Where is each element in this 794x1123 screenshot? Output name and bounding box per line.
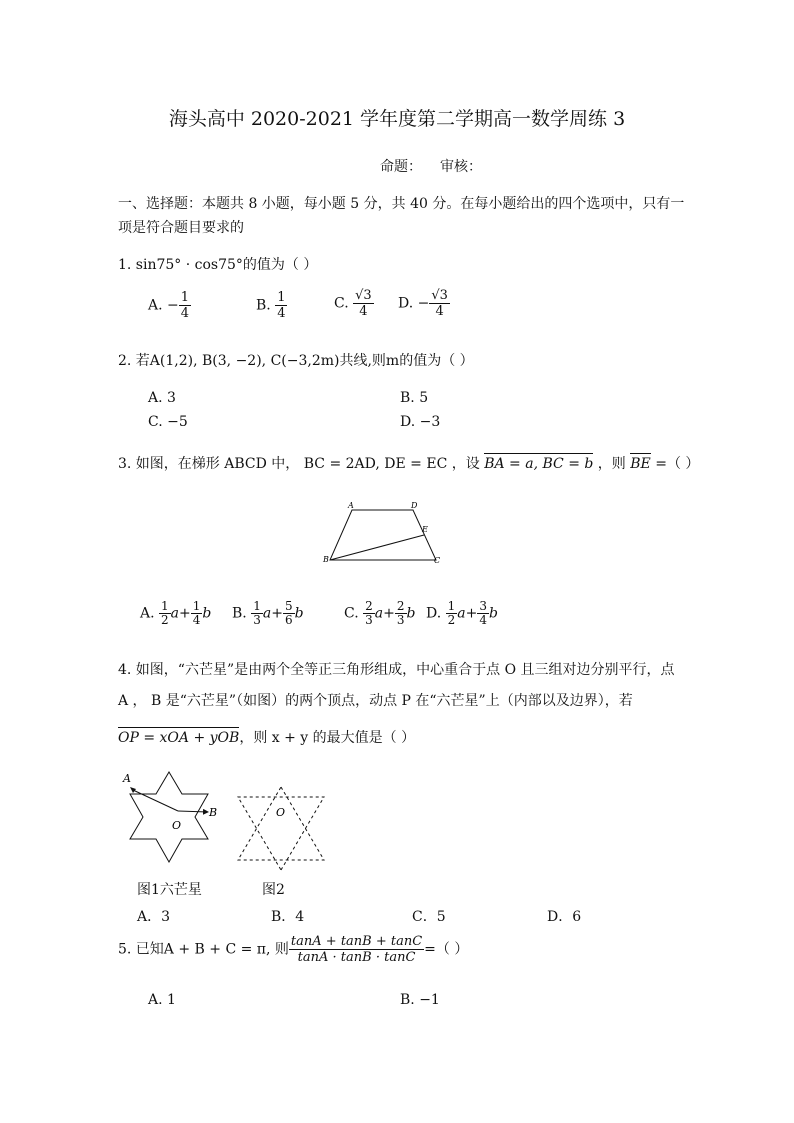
hexagram-outline xyxy=(130,772,208,862)
author-label: 命题： xyxy=(380,159,422,175)
label-c: C xyxy=(434,556,441,565)
q1-option-d: D. − $\frac{√3}{4}$ xyxy=(398,288,448,319)
q3-option-b: B. $\frac{1}{3}$ a+ $\frac{5}{6}$ b xyxy=(232,599,304,627)
label-a: A xyxy=(348,501,354,510)
reviewer-label: 审核： xyxy=(440,159,482,175)
label-o: O xyxy=(172,819,182,832)
trapezoid-outline xyxy=(330,510,436,560)
hexagram-figure-2 xyxy=(232,784,330,874)
vector-oa xyxy=(133,790,178,811)
section-heading-line1: 一、选择题：本题共 8 小题，每小题 5 分，共 40 分。在每小题给出的四个选项中，只有一 xyxy=(118,196,685,212)
q4-option-b: B．4 xyxy=(271,909,305,925)
q3-stem: 3. 如图，在梯形 ABCD 中， BC = 2AD, DE = EC ，设 BA = a, BC = b ，则 BE =（ ） xyxy=(118,456,700,472)
triangle-up xyxy=(238,787,324,860)
q4-line1: 4. 如图，“六芒星”是由两个全等正三角形组成，中心重合于点 O 且三组对边分别平行，点 xyxy=(118,662,675,678)
q3-option-a: A. $\frac{1}{2}$ a+ $\frac{1}{4}$ b xyxy=(140,599,212,627)
q4-option-c: C．5 xyxy=(412,909,446,925)
q1-option-c: C. $\frac{√3}{4}$ xyxy=(334,288,372,319)
q2-stem: 2. 若A(1,2), B(3, −2), C(−3,2m)共线,则m的值为（ ） xyxy=(118,353,474,369)
q4-fig1-caption: 图1六芒星 xyxy=(137,882,202,898)
q5-option-b: B. −1 xyxy=(400,992,440,1008)
label-o: O xyxy=(276,806,286,819)
q4-option-a: A．3 xyxy=(137,909,171,925)
page-title: 海头高中 2020-2021 学年度第二学期高一数学周练 3 xyxy=(168,108,626,130)
q2-option-b: B. 5 xyxy=(400,390,429,406)
q3-option-c: C. $\frac{2}{3}$ a+ $\frac{2}{3}$ b xyxy=(344,599,416,627)
q1-option-a: A. − $\frac{1}{4}$ xyxy=(148,290,190,321)
point-a-marker xyxy=(130,787,136,793)
vector-ob xyxy=(178,811,208,812)
q5-stem: 5. 已知A + B + C = π, 则 $\frac{\tan A + \tan B + \tan C}{\tan A \cdot \tan B \cdot \tan C}$ =（ ） xyxy=(118,934,469,965)
q2-option-a: A. 3 xyxy=(148,390,176,406)
q2-option-d: D. −3 xyxy=(400,414,441,430)
label-a: A xyxy=(123,772,131,785)
label-d: D xyxy=(411,501,418,510)
q4-option-d: D．6 xyxy=(547,909,582,925)
segment-be xyxy=(330,535,424,560)
trapezoid-figure xyxy=(320,498,450,570)
label-e: E xyxy=(422,525,428,534)
q1-stem: 1. sin75° · cos75°的值为（ ） xyxy=(118,257,318,273)
q4-fig2-caption: 图2 xyxy=(262,882,285,898)
q3-option-d: D. $\frac{1}{2}$ a+ $\frac{3}{4}$ b xyxy=(426,599,498,627)
section-heading-line2: 项是符合题目要求的 xyxy=(118,220,244,236)
q5-option-a: A. 1 xyxy=(148,992,176,1008)
hexagram-figure-1 xyxy=(120,768,220,874)
q2-option-c: C. −5 xyxy=(148,414,188,430)
q4-line3: OP = xOA + yOB，则 x + y 的最大值是（ ） xyxy=(118,730,416,746)
label-b: B xyxy=(209,806,218,819)
q4-line2: A ， B 是“六芒星”（如图）的两个顶点，动点 P 在“六芒星”上（内部以及边界），若 xyxy=(118,693,633,709)
q1-option-b: B. $\frac{1}{4}$ xyxy=(256,290,286,321)
label-b: B xyxy=(323,555,329,564)
